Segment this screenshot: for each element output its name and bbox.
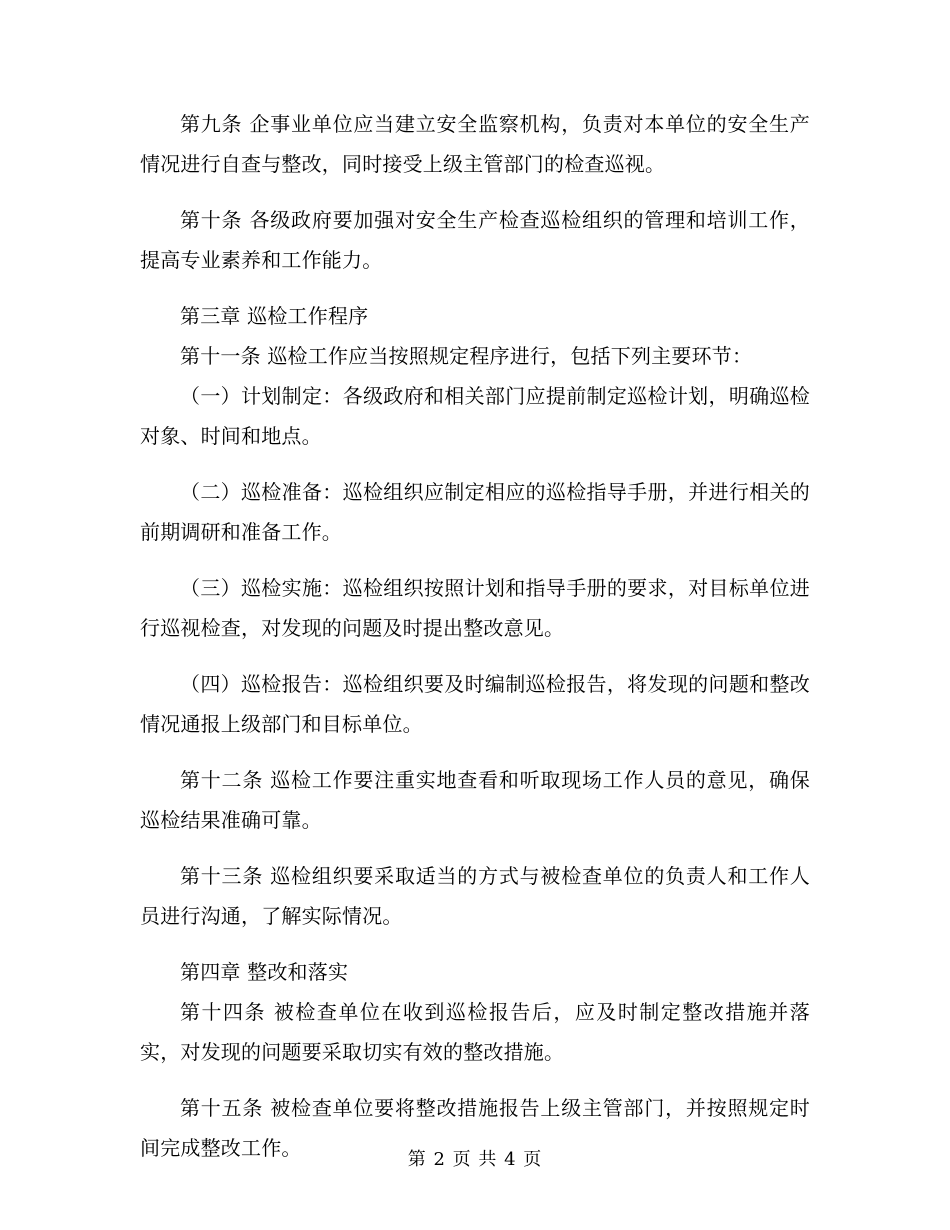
document-body bbox=[140, 104, 810, 1184]
article-10: 第十条 各级政府要加强对安全生产检查巡检组织的管理和培训工作，提高专业素养和工作能力。 bbox=[140, 208, 810, 272]
chapter-3-heading: 第三章 巡检工作程序 bbox=[180, 304, 369, 328]
article-12: 第十二条 巡检工作要注重实地查看和听取现场工作人员的意见，确保巡检结果准确可靠。 bbox=[140, 768, 810, 832]
article-9: 第九条 企事业单位应当建立安全监察机构，负责对本单位的安全生产情况进行自查与整改，同时接受上级主管部门的检查巡视。 bbox=[140, 112, 810, 176]
article-11: 第十一条 巡检工作应当按照规定程序进行，包括下列主要环节： bbox=[180, 344, 753, 368]
article-11-item-1: （一）计划制定：各级政府和相关部门应提前制定巡检计划，明确巡检对象、时间和地点。 bbox=[140, 384, 810, 448]
article-13: 第十三条 巡检组织要采取适当的方式与被检查单位的负责人和工作人员进行沟通，了解实际情况。 bbox=[140, 864, 810, 928]
article-14: 第十四条 被检查单位在收到巡检报告后，应及时制定整改措施并落实，对发现的问题要采取切实有效的整改措施。 bbox=[140, 1000, 810, 1064]
article-11-item-3: （三）巡检实施：巡检组织按照计划和指导手册的要求，对目标单位进行巡视检查，对发现的问题及时提出整改意见。 bbox=[140, 576, 810, 640]
page-footer: 第 2 页 共 4 页 bbox=[407, 1149, 543, 1170]
article-11-item-2: （二）巡检准备：巡检组织应制定相应的巡检指导手册，并进行相关的前期调研和准备工作。 bbox=[140, 480, 810, 544]
article-11-item-4: （四）巡检报告：巡检组织要及时编制巡检报告，将发现的问题和整改情况通报上级部门和目标单位。 bbox=[140, 672, 810, 736]
chapter-4-heading: 第四章 整改和落实 bbox=[180, 960, 349, 984]
article-15: 第十五条 被检查单位要将整改措施报告上级主管部门，并按照规定时间完成整改工作。 bbox=[140, 1096, 810, 1160]
